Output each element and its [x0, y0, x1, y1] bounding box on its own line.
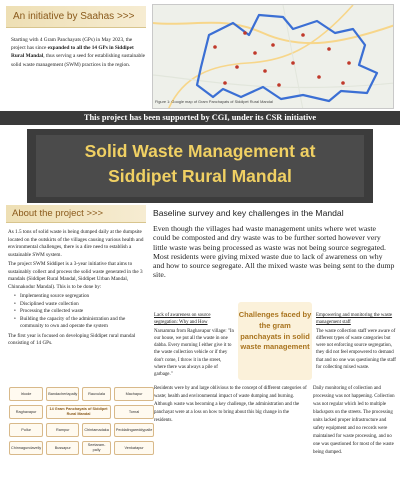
initiative-text [11, 36, 146, 69]
page-title-line-2: Siddipet Rural Mandal [108, 166, 292, 186]
about-bullet: • Processing the collected waste [20, 308, 147, 316]
awareness-column [154, 312, 234, 379]
village-cell: Raghavapur [9, 405, 43, 419]
map-drawing [153, 5, 394, 109]
mandal-map [152, 4, 394, 109]
village-cell: Irkode [9, 387, 43, 401]
village-cell: Peddalingareddypalle [114, 423, 155, 437]
about-paragraph-2: The project SWM Siddipet is a 3-year initiative that aims to sustainably collect and process the solid waste generated in the 3 mandals (Siddipet Rural Mandal, Siddipet Urban Mandal, Chinnakodur Mandal). This is to be done by: [8, 260, 143, 290]
map-caption: Figure 1: Google map of Gram Panchayats of Siddipet Rural Mandal [155, 99, 273, 104]
staff-text: The waste collection staff were aware of different types of waste categories but were not enforcing source segregation, they did not feel empowered to demand that and no one was questioning the staff for collecting mixed waste. [316, 328, 396, 371]
page-title [40, 139, 360, 189]
staff-heading: Empowering and monitoring the waste management staff [316, 313, 393, 326]
initiative-text-part-2: , thus serving a seed for establishing sustainable solid waste management (SWM) practices in the region. [11, 53, 146, 68]
village-cell: Bandacherlapally [46, 387, 79, 401]
village-cell: Rampur [46, 423, 79, 437]
village-cell: Bussapur [46, 441, 79, 455]
village-cell: Chintamadaka [82, 423, 110, 437]
village-cell: Rauvulala [82, 387, 110, 401]
page-title-line-1: Solid Waste Management at [84, 141, 316, 161]
about-paragraph-3: The first year is focused on developing Siddipet rural mandal consisting of 14 GPs. [8, 332, 136, 347]
village-cell: Pullur [9, 423, 43, 437]
village-cell: Chinnagundavelly [9, 441, 43, 455]
about-heading: About the project >>> [6, 205, 146, 223]
village-cell: Seetaram-pally [82, 441, 110, 455]
about-bullet: • Building the capacity of the administration and the community to own and operate the system [20, 316, 147, 331]
village-grid [6, 383, 153, 459]
village-table [6, 383, 157, 459]
baseline-heading: Baseline survey and key challenges in the Mandal [153, 208, 344, 218]
initiative-text-bold: expanded to all the 14 GPs in Siddipet Rural Mandal [11, 45, 134, 60]
about-text [8, 229, 147, 349]
monitoring-text: Daily monitoring of collection and processing was not happening. Collection was not regular which led to multiple blackspots on the streets. The processing units lacked proper infrastructure and safety equipment and no records were maintained for waste processing, and no one was questioned for most of the waste being dumped. [313, 386, 395, 455]
support-banner: This project has been supported by CGI, under its CSR initiative [0, 111, 400, 125]
about-bullet-list [8, 293, 147, 331]
initiative-text-part-1: Starting with 4 Gram Panchayats (GPs) in May 2023, the project has since [11, 37, 133, 52]
village-cell: Venkatapur [114, 441, 155, 455]
initiative-heading: An initiative by Saahas >>> [6, 6, 146, 28]
village-grid-center: 14 Gram Panchayats of Siddipet Rural Mandal [46, 405, 111, 419]
staff-column [316, 312, 396, 371]
baseline-text: Even though the villages had waste management units where wet waste could be composted and dry waste was to be further sorted however very little waste was being processed as waste was not being source segregated. Most residents were giving mixed waste due to lack of awareness on why and how to source segregate. All the mixed waste was being sent to the dump site. [153, 224, 395, 280]
about-bullet: • Disciplined waste collection [20, 301, 147, 309]
residents-text: Residents were by and large oblivious to the concept of different categories of waste; health and environmental impact of waste dumping and burning. Although waste was becoming a key challenge, the administration and the panchayat were at a loss on how to bring about this big change in the residents. [154, 386, 307, 423]
challenges-callout: Challenges faced by the gram panchayats in solid waste management [238, 302, 312, 380]
village-cell: Tornal [114, 405, 155, 419]
about-paragraph-1: As 1.5 tons of solid waste is being dumped daily at the dumpsite located on the outskirts of the villages causing various health and environmental challenges, there is a dire need to establish a sustainable SWM system. [8, 229, 144, 258]
about-bullet: • Implementing source segregation [20, 293, 147, 301]
awareness-heading: Lack of awareness on source segregation: Why and How [154, 313, 211, 326]
awareness-text: Narsamma from Raghavapur village: "In our house, we put all the waste in one dabba. Every morning I either give it to the waste collection vehicle or if they don't come, I throw it in the street, where there was always a pile of garbage." [154, 328, 234, 378]
village-cell: Machapur [114, 387, 155, 401]
